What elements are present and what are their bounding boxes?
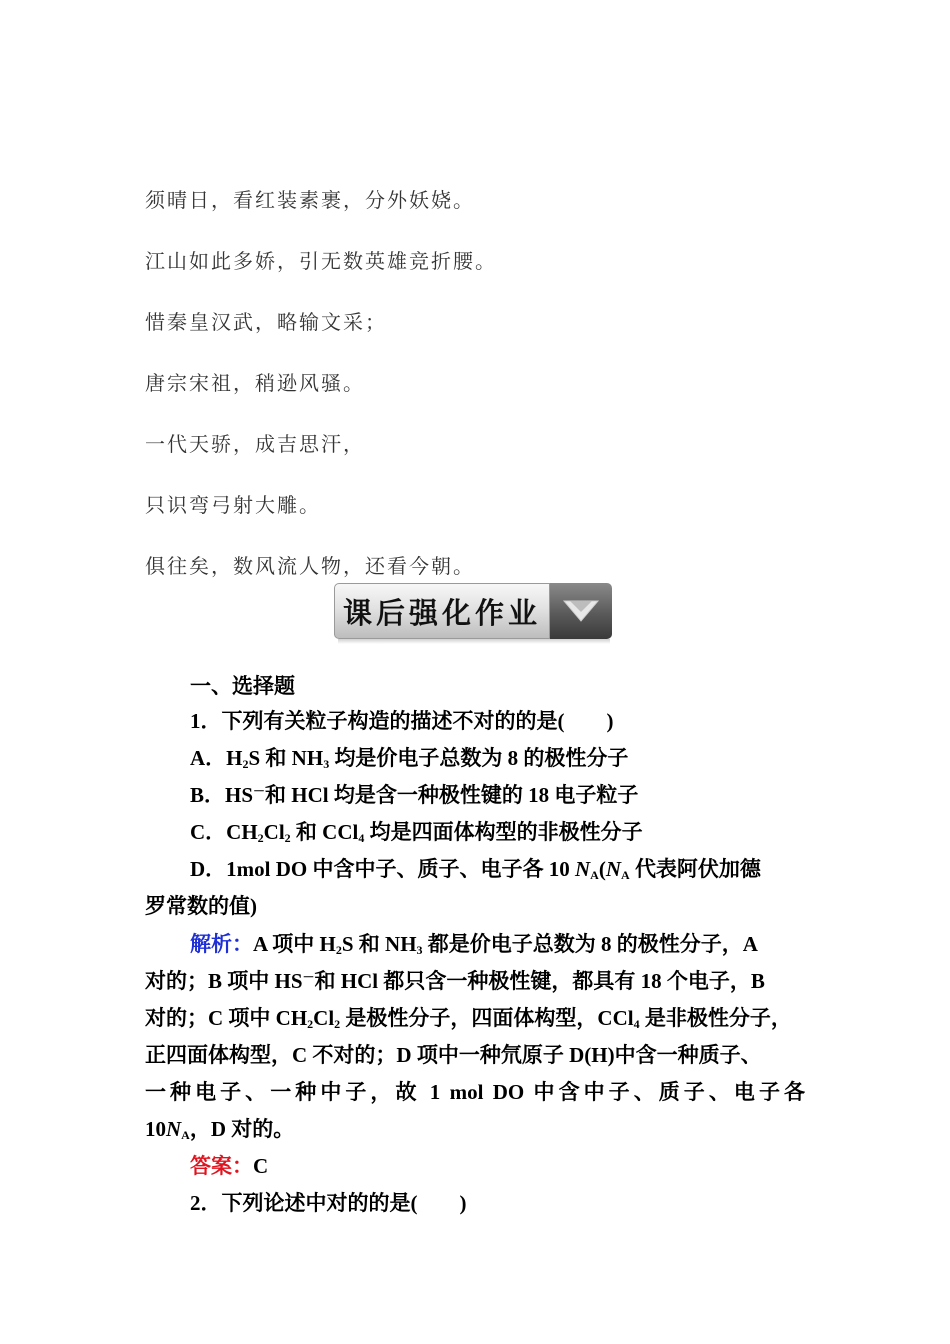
banner-body [334,583,550,639]
option-c: C．$CH_2Cl_2$ 和 CCl$_4$ 均是四面体构型的非极性分子 [190,820,643,845]
option-a: A．$H_2S$ 和 $NH_3$ 均是价电子总数为 8 的极性分子 [190,746,629,771]
analysis-line: $10N_A$，D 对的。 [145,1117,295,1142]
analysis-line: 正四面体构型，C 不对的；D 项中一种氘原子 D(H)中含一种质子、 [145,1043,762,1067]
analysis-line: 对的；C 项中 $CH_2Cl_2$ 是极性分子，四面体构型，CCl$_4$ 是非极性分子， [145,1006,792,1031]
banner-shadow [338,639,610,644]
banner-tab [550,583,612,639]
question-stem: 1．下列有关粒子构造的描述不对的的是( ) [190,709,614,733]
poem-line: 唐宗宋祖，稍逊风骚。 [145,371,365,395]
poem-line: 只识弯弓射大雕。 [145,493,321,517]
section-banner [334,583,614,643]
option-d-continued: 罗常数的值) [145,894,257,918]
answer-value: C [253,1154,269,1178]
option-b: B．HS－和 HCl 均是含一种极性键的 18 电子粒子 [190,783,639,807]
poem-line: 惜秦皇汉武，略输文采； [145,310,387,334]
poem-line: 江山如此多娇，引无数英雄竞折腰。 [145,249,497,273]
question-stem: 2．下列论述中对的的是( ) [190,1191,467,1215]
banner-title: 课后强化作业 [342,595,541,630]
poem-line: 俱往矣，数风流人物，还看今朝。 [145,554,475,578]
poem-line: 一代天骄，成吉思汗， [145,432,365,456]
option-d: D．1mol DO 中含中子、质子、电子各 10 $N_A(N_A$ 代表阿伏加德 [190,857,761,882]
answer-label: 答案： [190,1154,253,1178]
chevron-down-icon [562,597,600,625]
analysis-label: 解析： [190,932,253,956]
section-title: 一、选择题 [190,674,295,698]
analysis-line: 一种电子、一种中子，故 1 mol DO 中含中子、质子、电子各 [145,1080,805,1104]
analysis-line: 对的；B 项中 HS－和 HCl 都只含一种极性键，都具有 18 个电子，B [145,969,765,993]
answer-line [190,1152,268,1180]
poem-line: 须晴日，看红装素裹，分外妖娆。 [145,188,475,212]
analysis-line: 解析：A 项中 $H_2S$ 和 $NH_3$ 都是价电子总数为 8 的极性分子，A [190,932,758,957]
